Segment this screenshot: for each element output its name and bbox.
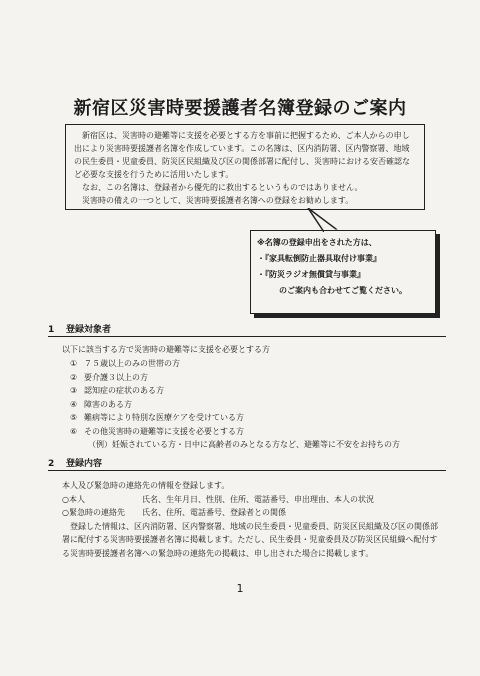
section-2-paragraph: 登録した情報は、区内消防署、区内警察署、地域の民生委員・児童委員、防災区民組織及び区の関係部署に配付する災害時要援護者名簿に掲載します。ただし、民生委員・児童委員及び防災区民組織へ配付する災害時要援護者名簿への緊急時の連絡先の掲載は、申し出された場合に掲載します。 [62, 521, 438, 558]
list-item-text: 難病等により特別な医療ケアを受けている方 [84, 413, 244, 422]
notice-line-3: ・『防災ラジオ無償貸与事業』 [257, 270, 365, 279]
section-1-title: 登録対象者 [66, 325, 112, 335]
section-1-rule [48, 336, 446, 337]
intro-paragraph-2: なお、この名簿は、登録者から優先的に救出するというものではありません。 [82, 183, 363, 192]
section-2-lead: 本人及び緊急時の連絡先の情報を登録します。 [62, 481, 230, 490]
section-1-lead [62, 343, 270, 357]
list-item-mark: ⑥ [70, 426, 78, 436]
list-item [70, 398, 400, 412]
registration-row-emergency [62, 506, 442, 520]
notice-line-1: ※名簿の登録申出をされた方は、 [257, 238, 377, 247]
section-2-heading [48, 456, 102, 469]
list-item-text: 要介護３以上の方 [84, 372, 148, 382]
row-value: 氏名、生年月日、性別、住所、電話番号、申出理由、本人の状況 [142, 494, 374, 504]
list-item-mark: ① [70, 359, 78, 368]
page-number: 1 [236, 582, 244, 595]
notice-line-4: のご案内も合わせてご覧ください。 [279, 286, 407, 295]
registration-row-self [62, 493, 442, 507]
section-2-title: 登録内容 [66, 459, 103, 469]
list-item-mark: ⑤ [70, 413, 78, 422]
intro-box [65, 124, 425, 210]
list-item-mark: ② [70, 372, 78, 382]
list-item [70, 425, 400, 439]
row-value: 氏名、住所、電話番号、登録者との関係 [142, 508, 286, 518]
list-item [70, 411, 400, 425]
eligibility-example: （例）妊娠されている方・日中に高齢者のみとなる方など、避難等に不安をお持ちの方 [88, 440, 400, 449]
section-1-heading [48, 322, 111, 335]
notice-box [250, 230, 436, 314]
section-2-body [62, 479, 442, 561]
list-item-mark: ④ [70, 399, 78, 409]
intro-paragraph-3: 災害時の備えの一つとして、災害時要援護者名簿への登録をお勧めします。 [82, 196, 354, 205]
list-item-text: ７５歳以上のみの世帯の方 [84, 359, 180, 368]
list-item [70, 384, 400, 398]
section-2-number: 2 [48, 459, 55, 469]
list-item-text: 障害のある方 [84, 399, 132, 409]
section-1-lead-text: 以下に該当する方で災害時の避難等に支援を必要とする方 [62, 345, 270, 354]
list-item-text: その他災害時の避難等に支援を必要とする方 [84, 426, 244, 436]
row-label: ○本人 [62, 494, 85, 504]
row-label: ○緊急時の連絡先 [62, 508, 125, 518]
eligibility-list [70, 357, 400, 452]
list-item-text: 認知症の症状のある方 [84, 386, 164, 395]
intro-paragraph-1: 新宿区は、災害時の避難等に支援を必要とする方を事前に把握するため、ご本人からの申し出により災害時要援護者名簿を作成しています。この名簿は、区内消防署、区内警察署、地域の民生委員・児童委員、防災区民組織及び区の関係部署に配付し、災害時における安否確認など必要な支援を行うために活用いたします。 [74, 131, 410, 179]
notice-line-2: ・『家具転倒防止器具取付け事業』 [257, 254, 381, 263]
list-item [70, 357, 400, 371]
section-2-rule [48, 470, 446, 471]
list-item-mark: ③ [70, 386, 78, 395]
list-item [70, 371, 400, 385]
callout-pointer [300, 208, 340, 232]
section-1-number: 1 [48, 325, 55, 335]
page-title: 新宿区災害時要援護者名簿登録のご案内 [73, 98, 407, 119]
